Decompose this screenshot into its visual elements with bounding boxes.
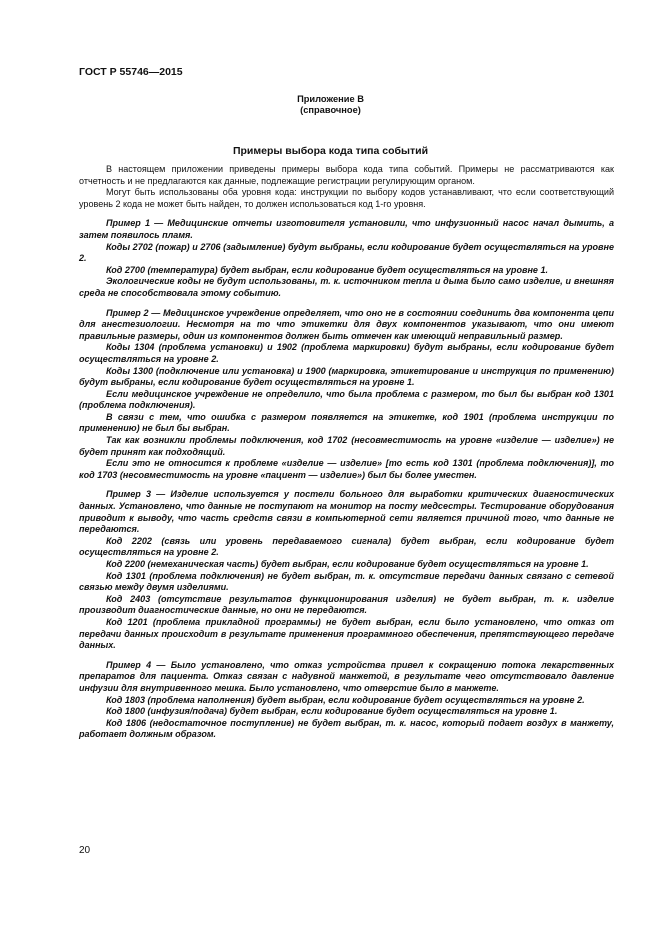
example-1 — [79, 218, 614, 299]
example-paragraph: Код 2700 (температура) будет выбран, если кодирование будет осуществляться на уровне 1. — [106, 264, 548, 275]
appendix-label: Приложение В — [297, 94, 364, 104]
document-body — [79, 164, 614, 741]
appendix-title: Примеры выбора кода типа событий — [232, 145, 429, 157]
example-paragraph: Пример 3 — Изделие используется у постели больного для выработки критических диагностических данных. Установлено, что данные не поступают на монитор на посту медсестры. Тестирование оборудования приводит к выводу, что часть средств связи в компьютерной сети является причиной того, что данные не передаются. — [79, 489, 614, 535]
example-paragraph: Код 2200 (немеханическая часть) будет выбран, если кодирование будет осуществляться на уровне 1. — [106, 559, 589, 569]
example-paragraph: Код 2202 (связь или уровень передаваемого сигнала) будет выбран, если кодирование будет осуществляться на уровне 2. — [79, 535, 614, 558]
document-code: ГОСТ Р 55746—2015 — [79, 66, 183, 78]
example-paragraph: Код 1301 (проблема подключения) не будет выбран, т. к. отсутствие передачи данных связано с сетевой связью между двумя изделиями. — [79, 570, 614, 593]
example-paragraph: Коды 2702 (пожар) и 2706 (задымление) будут выбраны, если кодирование будет осуществляться на уровне 2. — [79, 241, 614, 264]
example-4 — [79, 660, 614, 741]
example-paragraph: Код 1800 (инфузия/подача) будет выбран, если кодирование будет осуществляться на уровне 1. — [106, 706, 558, 717]
example-paragraph: Коды 1304 (проблема установки) и 1902 (проблема маркировки) будут выбраны, если кодирование будет осуществляться на уровне 2. — [79, 342, 614, 364]
page-number: 20 — [79, 845, 91, 856]
example-paragraph: Код 1201 (проблема прикладной программы) не будет выбран, если было установлено, что отказ от передачи данных происходит в результате применения программного обеспечения, препятствующего передаче данных. — [79, 616, 614, 651]
example-2 — [79, 308, 614, 482]
example-paragraph: Код 1806 (недостаточное поступление) не будет выбран, т. к. насос, который подает воздух в манжету, работает должным образом. — [79, 717, 614, 740]
intro-paragraph: В настоящем приложении приведены примеры выбора кода типа событий. Примеры не рассматриваются как отчетность и не предлагаются как данные, подлежащие регистрации регулирующим органом. — [79, 164, 614, 186]
example-paragraph: Пример 2 — Медицинское учреждение определяет, что оно не в состоянии соединить два компонента цепи для анестезиологии. Несмотря на то что этикетки для двух компонентов указывают, что они имеют правильные размеры, один из компонентов должен быть отмечен как имеющий неправильный размер. — [79, 307, 614, 341]
example-paragraph: Экологические коды не будут использованы, т. к. источником тепла и дыма было само изделие, и внешняя среда не способствовала этому событию. — [79, 276, 614, 298]
example-paragraph: Пример 1 — Медицинские отчеты изготовителя установили, что инфузионный насос начал дымить, а затем появилось пламя. — [79, 218, 614, 240]
example-paragraph: Если медицинское учреждение не определило, что была проблема с размером, то был бы выбран код 1301 (проблема подключения). — [79, 388, 614, 411]
example-paragraph: Если это не относится к проблеме «изделие — изделие» [то есть код 1301 (проблема подключения)], то код 1703 (несовместимость на уровне «пациент — изделие») был бы более уместен. — [79, 458, 614, 480]
example-3 — [79, 489, 614, 651]
intro-paragraph: Могут быть использованы оба уровня кода: инструкции по выбору кодов устанавливают, что если соответствующий уровень 2 кода не может быть найден, то должен использоваться код 1-го уровня. — [79, 187, 614, 209]
appendix-heading — [0, 94, 661, 116]
example-paragraph: Коды 1300 (подключение или установка) и 1900 (маркировка, этикетирование и инструкция по применению) будут выбраны, если кодирование будет осуществляться на уровне 1. — [79, 365, 614, 388]
example-paragraph: Код 2403 (отсутствие результатов функционирования изделия) не будет выбран, т. к. изделие производит диагностические данные, но они не передаются. — [79, 593, 614, 616]
example-paragraph: В связи с тем, что ошибка с размером появляется на этикетке, код 1901 (проблема инструкции по применению) не был бы выбран. — [79, 411, 614, 434]
example-paragraph: Пример 4 — Было установлено, что отказ устройства привел к сокращению потока лекарственных препаратов для пациента. Отказ связан с надувной манжетой, в результате чего отсутствовало давление инфузии для внутривенного мешка. Было установлено, что отверстие было в манжете. — [79, 659, 614, 693]
example-paragraph: Код 1803 (проблема наполнения) будет выбран, если кодирование будет осуществляться на уровне 2. — [106, 694, 585, 705]
example-paragraph: Так как возникли проблемы подключения, код 1702 (несовместимость на уровне «изделие — изделие») не будет принят как подходящий. — [79, 435, 614, 457]
appendix-type: (справочное) — [300, 105, 361, 115]
